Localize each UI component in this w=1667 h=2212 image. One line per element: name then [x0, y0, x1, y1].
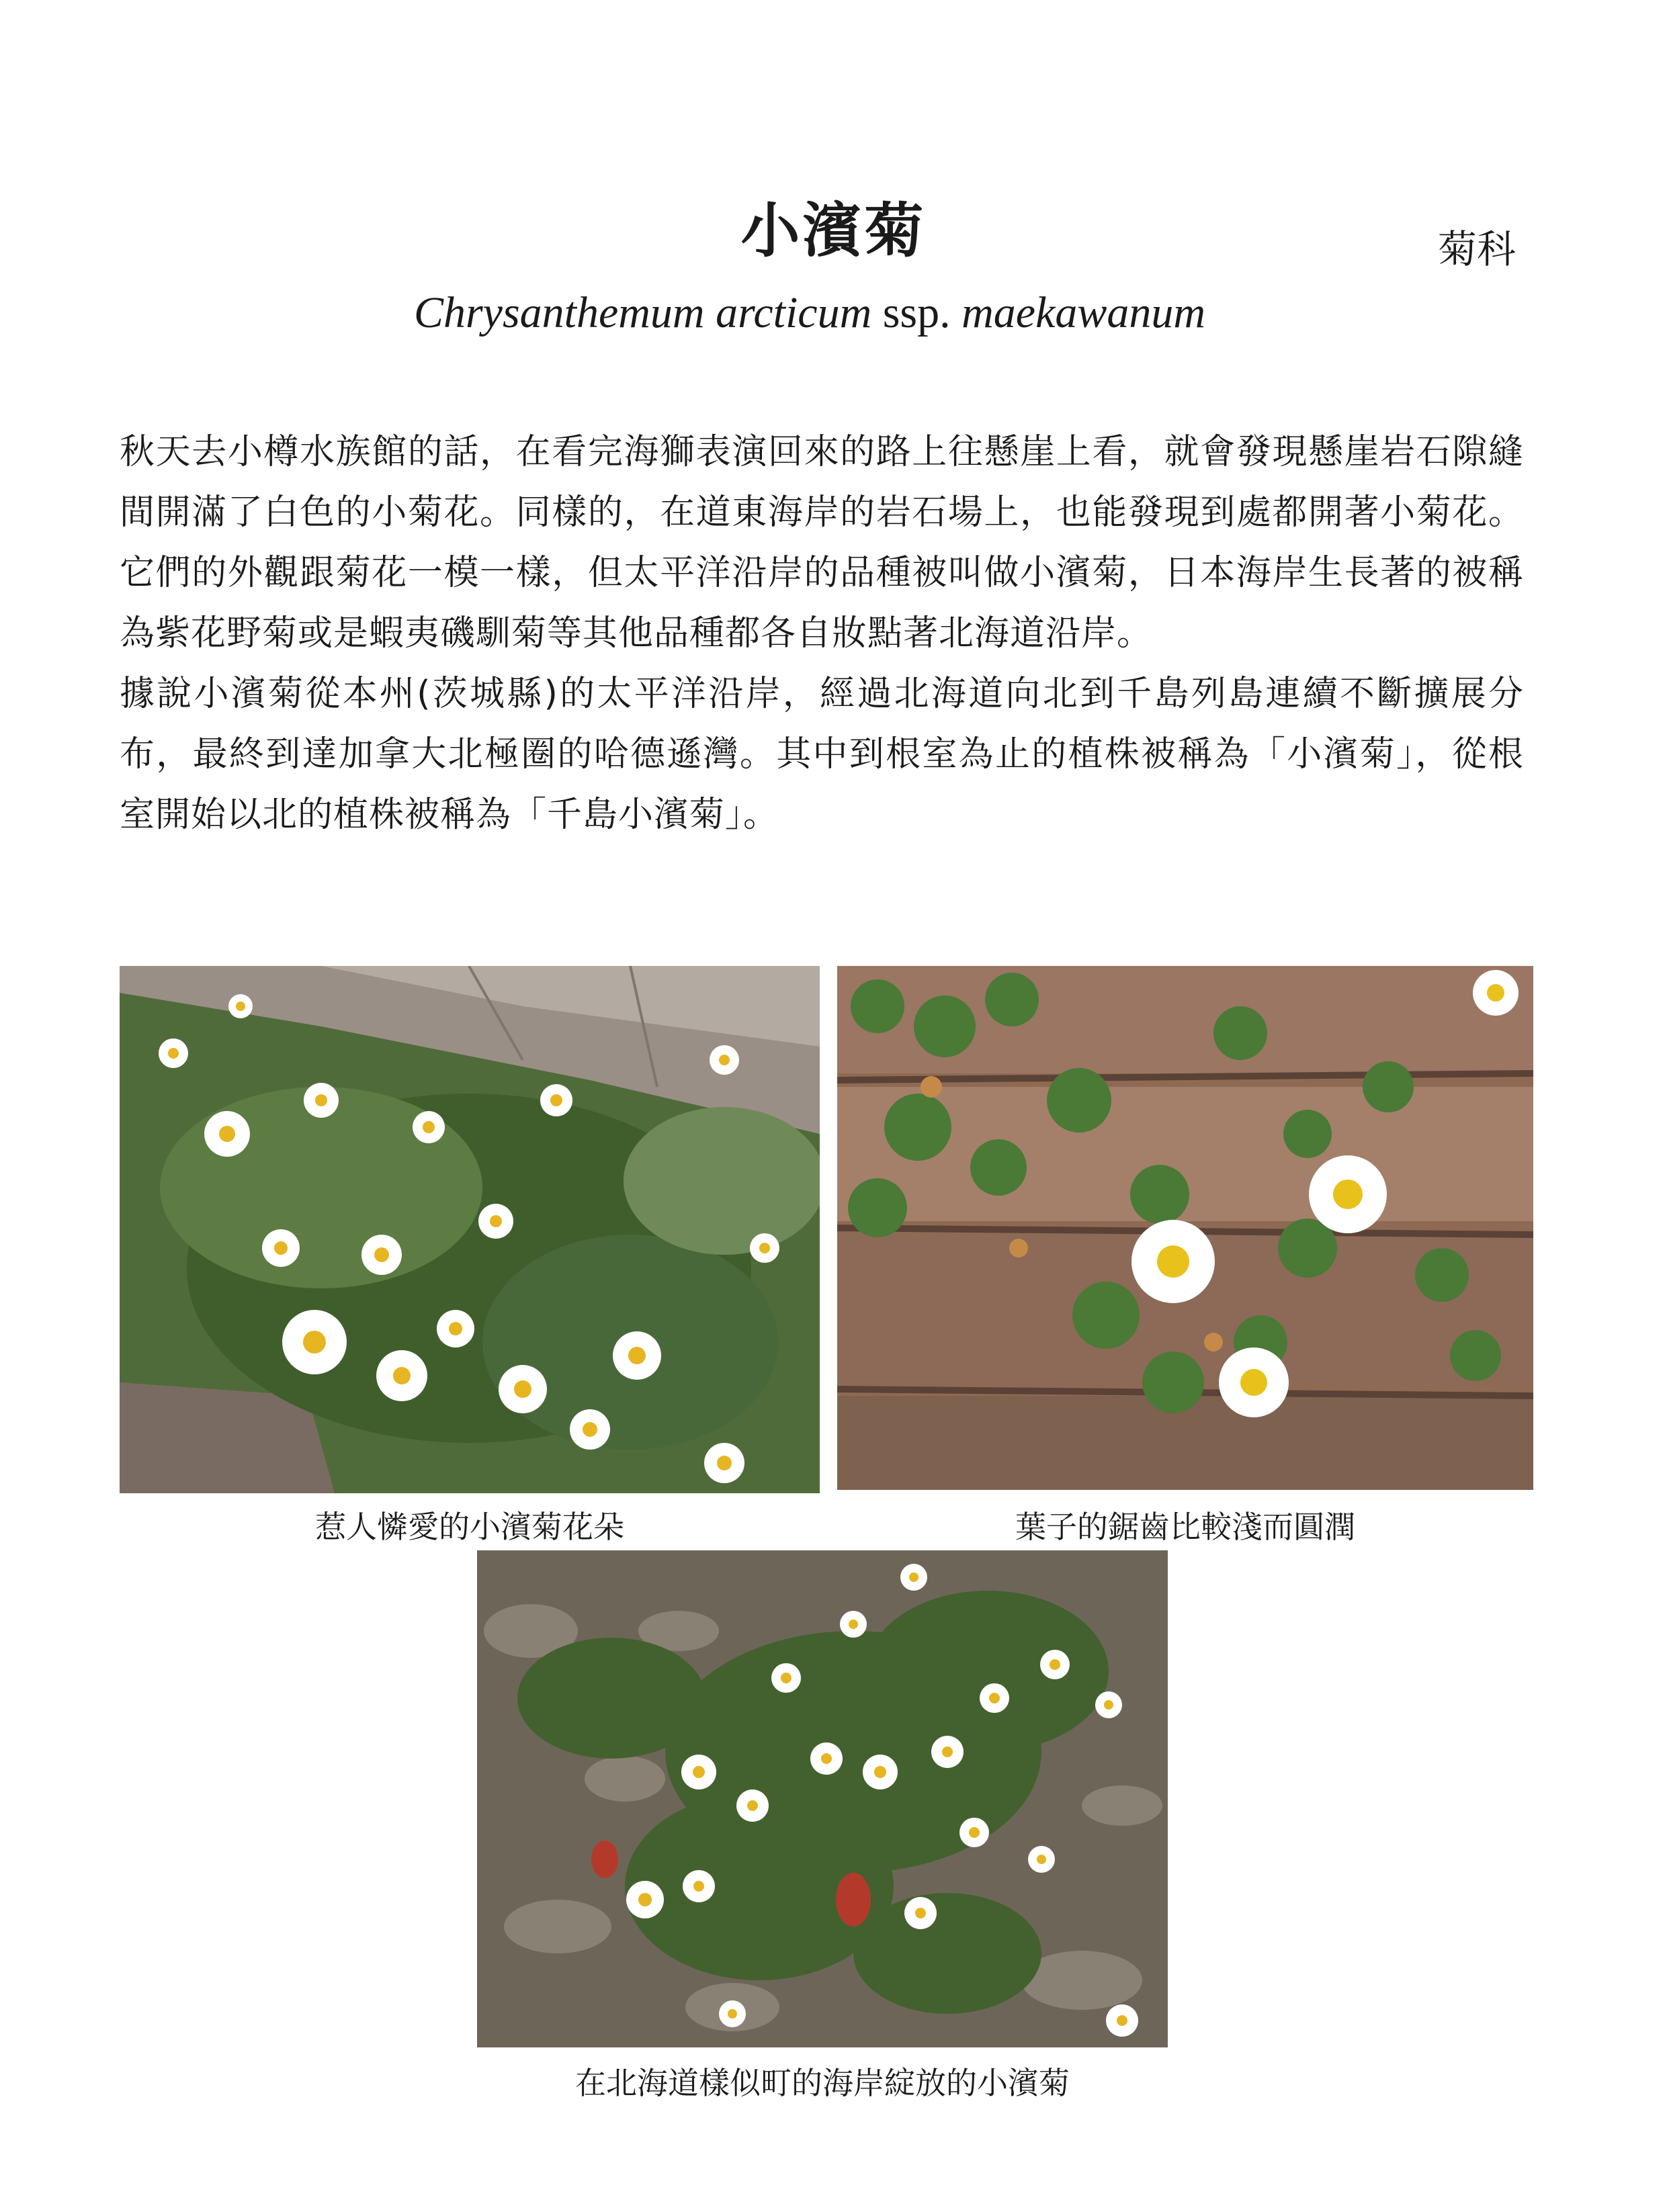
- figure-caption: 惹人憐愛的小濱菊花朵: [315, 1509, 624, 1545]
- photo-daisy-flowers: [120, 966, 820, 1493]
- paragraph: 秋天去小樽水族館的話，在看完海獅表演回來的路上往懸崖上看，就會發現懸崖岩石隙縫間開滿了白色的小菊花。同樣的，在道東海岸的岩石場上，也能發現到處都開著小菊花。它們的外觀跟菊花一模一樣，但太平洋沿岸的品種被叫做小濱菊，日本海岸生長著的被稱為紫花野菊或是蝦夷磯馴菊等其他品種都各自妝點著北海道沿岸。: [120, 432, 1524, 654]
- scientific-name-rank: ssp.: [882, 288, 951, 337]
- scientific-name-species: Chrysanthemum arcticum: [413, 288, 872, 337]
- scientific-name: [0, 289, 1619, 338]
- page-title: 小濱菊: [740, 196, 927, 265]
- figure-caption: 在北海道樣似町的海岸綻放的小濱菊: [575, 2065, 1070, 2101]
- scientific-name-subspecies: maekawanum: [961, 288, 1206, 337]
- photo-coastal-daisies: [477, 1550, 1168, 2047]
- plant-family: 菊科: [1438, 226, 1516, 272]
- paragraph: 據說小濱菊從本州(茨城縣)的太平洋沿岸，經過北海道向北到千島列島連續不斷擴展分布，最終到達加拿大北極圈的哈德遜灣。其中到根室為止的植株被稱為「小濱菊」，從根室開始以北的植株被稱為「千島小濱菊」。: [120, 674, 1524, 835]
- figure-caption: 葉子的鋸齒比較淺而圓潤: [1015, 1509, 1355, 1545]
- body-text: [120, 422, 1524, 845]
- photo-leaves-on-rock: [837, 966, 1533, 1490]
